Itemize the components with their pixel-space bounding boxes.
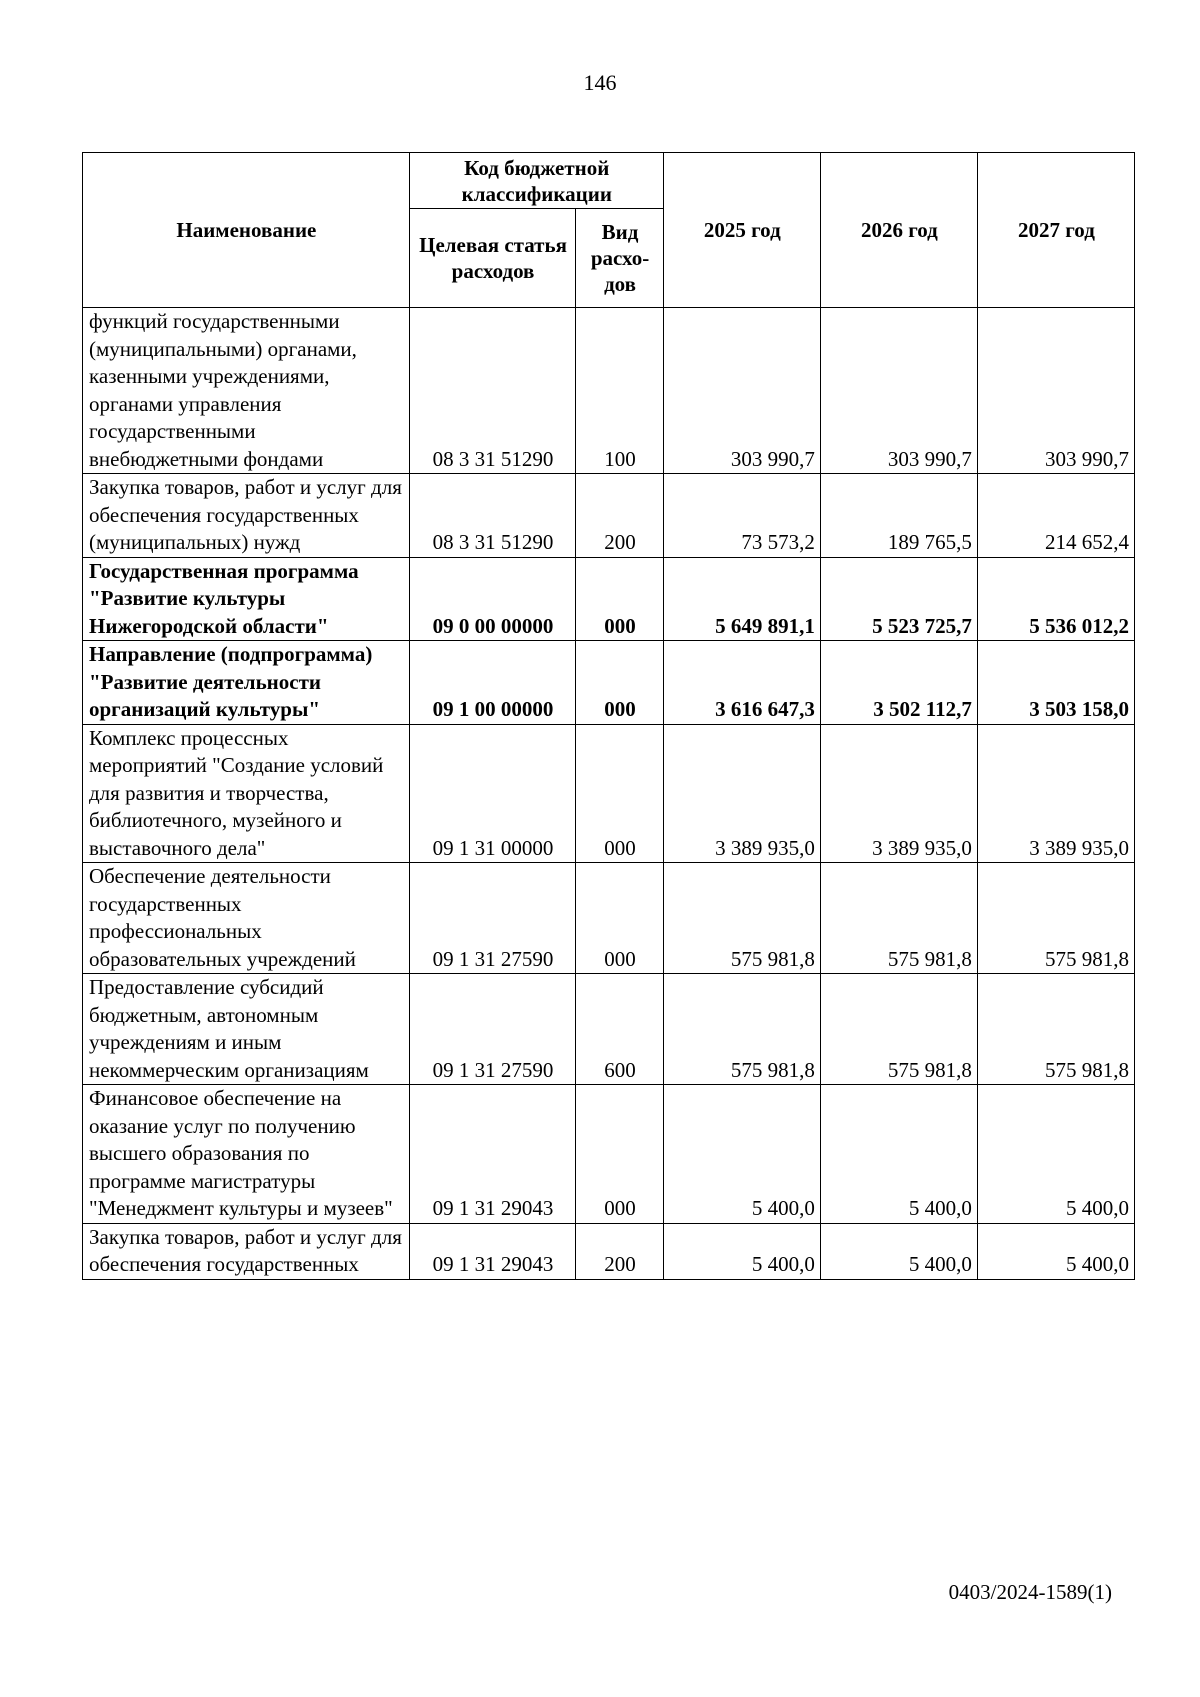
row-2027: 575 981,8 (977, 974, 1134, 1085)
row-code: 09 1 00 00000 (409, 641, 576, 725)
row-name: Предоставление субсидий бюджетным, автономным учреждениям и иным некоммерческим организациям (83, 974, 410, 1085)
table-row (83, 974, 1135, 1085)
row-name: Направление (подпрограмма) "Развитие деятельности организаций культуры" (83, 641, 410, 725)
row-2026: 5 400,0 (820, 1223, 977, 1279)
row-code: 08 3 31 51290 (409, 308, 576, 474)
table-row (83, 474, 1135, 558)
table-row (83, 1085, 1135, 1224)
row-name: Комплекс процессных мероприятий "Создание условий для развития и творчества, библиотечного, музейного и выставочного дела" (83, 724, 410, 863)
table-row (83, 724, 1135, 863)
row-2027: 5 400,0 (977, 1223, 1134, 1279)
table-row (83, 863, 1135, 974)
row-2027: 3 389 935,0 (977, 724, 1134, 863)
row-2027: 303 990,7 (977, 308, 1134, 474)
row-kind: 000 (576, 641, 664, 725)
row-2025: 5 649 891,1 (663, 557, 820, 641)
row-2026: 575 981,8 (820, 863, 977, 974)
row-2026: 5 400,0 (820, 1085, 977, 1224)
row-name: Финансовое обеспечение на оказание услуг по получению высшего образования по программе магистратуры "Менеджмент культуры и музеев" (83, 1085, 410, 1224)
row-2027: 5 400,0 (977, 1085, 1134, 1224)
budget-table (82, 152, 1135, 1280)
row-name: Закупка товаров, работ и услуг для обеспечения государственных (83, 1223, 410, 1279)
header-kbk: Код бюджетной классификации (409, 153, 663, 209)
header-target: Целевая статья расходов (409, 209, 576, 308)
row-2027: 214 652,4 (977, 474, 1134, 558)
row-2025: 3 389 935,0 (663, 724, 820, 863)
row-kind: 000 (576, 1085, 664, 1224)
table-row (83, 641, 1135, 725)
page-number: 146 (583, 70, 617, 95)
table-row (83, 557, 1135, 641)
header-kind: Вид расхо-дов (576, 209, 664, 308)
row-kind: 000 (576, 863, 664, 974)
row-2027: 3 503 158,0 (977, 641, 1134, 725)
row-2025: 303 990,7 (663, 308, 820, 474)
row-kind: 100 (576, 308, 664, 474)
row-name: Обеспечение деятельности государственных профессиональных образовательных учреждений (83, 863, 410, 974)
row-kind: 200 (576, 1223, 664, 1279)
header-2026: 2026 год (820, 153, 977, 308)
row-2026: 3 389 935,0 (820, 724, 977, 863)
header-2027: 2027 год (977, 153, 1134, 308)
row-2025: 575 981,8 (663, 974, 820, 1085)
row-2026: 5 523 725,7 (820, 557, 977, 641)
row-kind: 200 (576, 474, 664, 558)
row-code: 09 1 31 00000 (409, 724, 576, 863)
row-code: 08 3 31 51290 (409, 474, 576, 558)
row-2026: 575 981,8 (820, 974, 977, 1085)
row-2025: 575 981,8 (663, 863, 820, 974)
header-2025: 2025 год (663, 153, 820, 308)
row-name: Государственная программа "Развитие культуры Нижегородской области" (83, 557, 410, 641)
table-row (83, 308, 1135, 474)
row-code: 09 1 31 27590 (409, 863, 576, 974)
row-kind: 000 (576, 724, 664, 863)
row-2025: 5 400,0 (663, 1085, 820, 1224)
row-2026: 189 765,5 (820, 474, 977, 558)
row-code: 09 1 31 27590 (409, 974, 576, 1085)
row-2026: 303 990,7 (820, 308, 977, 474)
row-kind: 000 (576, 557, 664, 641)
row-2025: 73 573,2 (663, 474, 820, 558)
row-code: 09 1 31 29043 (409, 1085, 576, 1224)
document-code: 0403/2024-1589(1) (948, 1580, 1112, 1604)
row-2027: 575 981,8 (977, 863, 1134, 974)
row-2027: 5 536 012,2 (977, 557, 1134, 641)
row-2026: 3 502 112,7 (820, 641, 977, 725)
table-row (83, 1223, 1135, 1279)
header-name: Наименование (83, 153, 410, 308)
row-2025: 5 400,0 (663, 1223, 820, 1279)
row-name: функций государственными (муниципальными) органами, казенными учреждениями, органами управления государственными внебюджетными фондами (83, 308, 410, 474)
row-code: 09 1 31 29043 (409, 1223, 576, 1279)
row-name: Закупка товаров, работ и услуг для обеспечения государственных (муниципальных) нужд (83, 474, 410, 558)
row-code: 09 0 00 00000 (409, 557, 576, 641)
row-kind: 600 (576, 974, 664, 1085)
row-2025: 3 616 647,3 (663, 641, 820, 725)
